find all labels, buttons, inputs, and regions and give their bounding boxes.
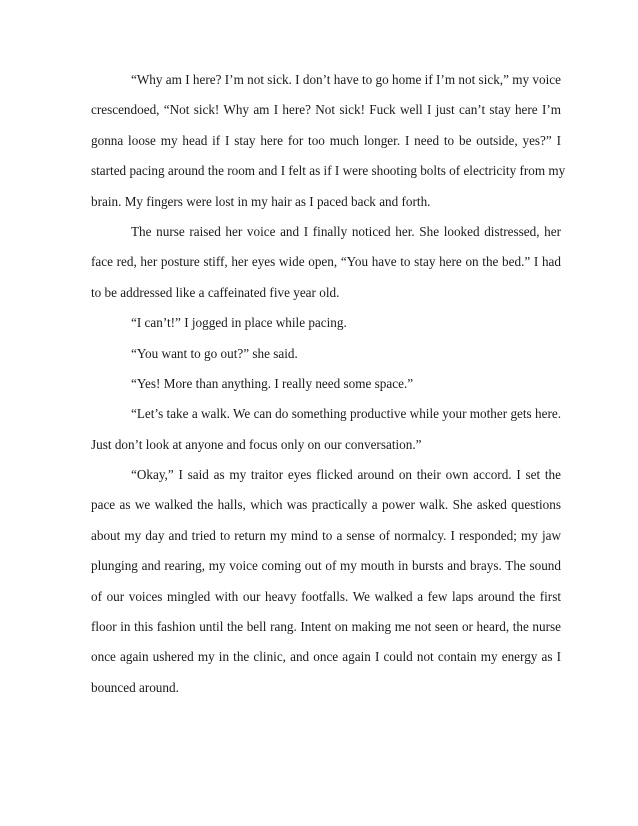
text-line: “Why am I here? I’m not sick. I don’t have to go home if I’m not sick,” my voice [131, 72, 561, 87]
text-line: plunging and rearing, my voice coming out of my mouth in bursts and brays. The sound [91, 558, 561, 574]
text-line: bounced around. [91, 679, 179, 695]
text-line: crescendoed, “Not sick! Why am I here? Not sick! Fuck well I just can’t stay here I’m [91, 102, 561, 118]
text-line: of our voices mingled with our heavy footfalls. We walked a few laps around the first [91, 588, 561, 604]
text-line: about my day and tried to return my mind to a sense of normalcy. I responded; my jaw [91, 527, 561, 543]
text-line: Just don’t look at anyone and focus only on our conversation.” [91, 436, 422, 452]
text-line: gonna loose my head if I stay here for too much longer. I need to be outside, yes?” I [91, 132, 561, 148]
text-line: started pacing around the room and I felt as if I were shooting bolts of electricity from my [91, 163, 566, 179]
text-line: pace as we walked the halls, which was practically a power walk. She asked questions [91, 497, 561, 513]
text-line: face red, her posture stiff, her eyes wide open, “You have to stay here on the bed.” I had [91, 254, 561, 270]
text-line: “I can’t!” I jogged in place while pacing. [131, 315, 347, 331]
story-text [91, 70, 566, 708]
text-line: brain. My fingers were lost in my hair as I paced back and forth. [91, 193, 431, 209]
text-line: once again ushered my in the clinic, and once again I could not contain my energy as I [91, 649, 561, 665]
text-line: “Let’s take a walk. We can do something productive while your mother gets here. [131, 406, 561, 422]
text-line: “You want to go out?” she said. [131, 345, 298, 361]
text-line: floor in this fashion until the bell rang. Intent on making me not seen or heard, the nurse [91, 619, 561, 635]
text-line: “Yes! More than anything. I really need some space.” [131, 375, 414, 391]
text-line: The nurse raised her voice and I finally noticed her. She looked distressed, her [131, 223, 561, 239]
text-line: to be addressed like a caffeinated five year old. [91, 284, 340, 300]
text-line: “Okay,” I said as my traitor eyes flicked around on their own accord. I set the [131, 467, 561, 483]
